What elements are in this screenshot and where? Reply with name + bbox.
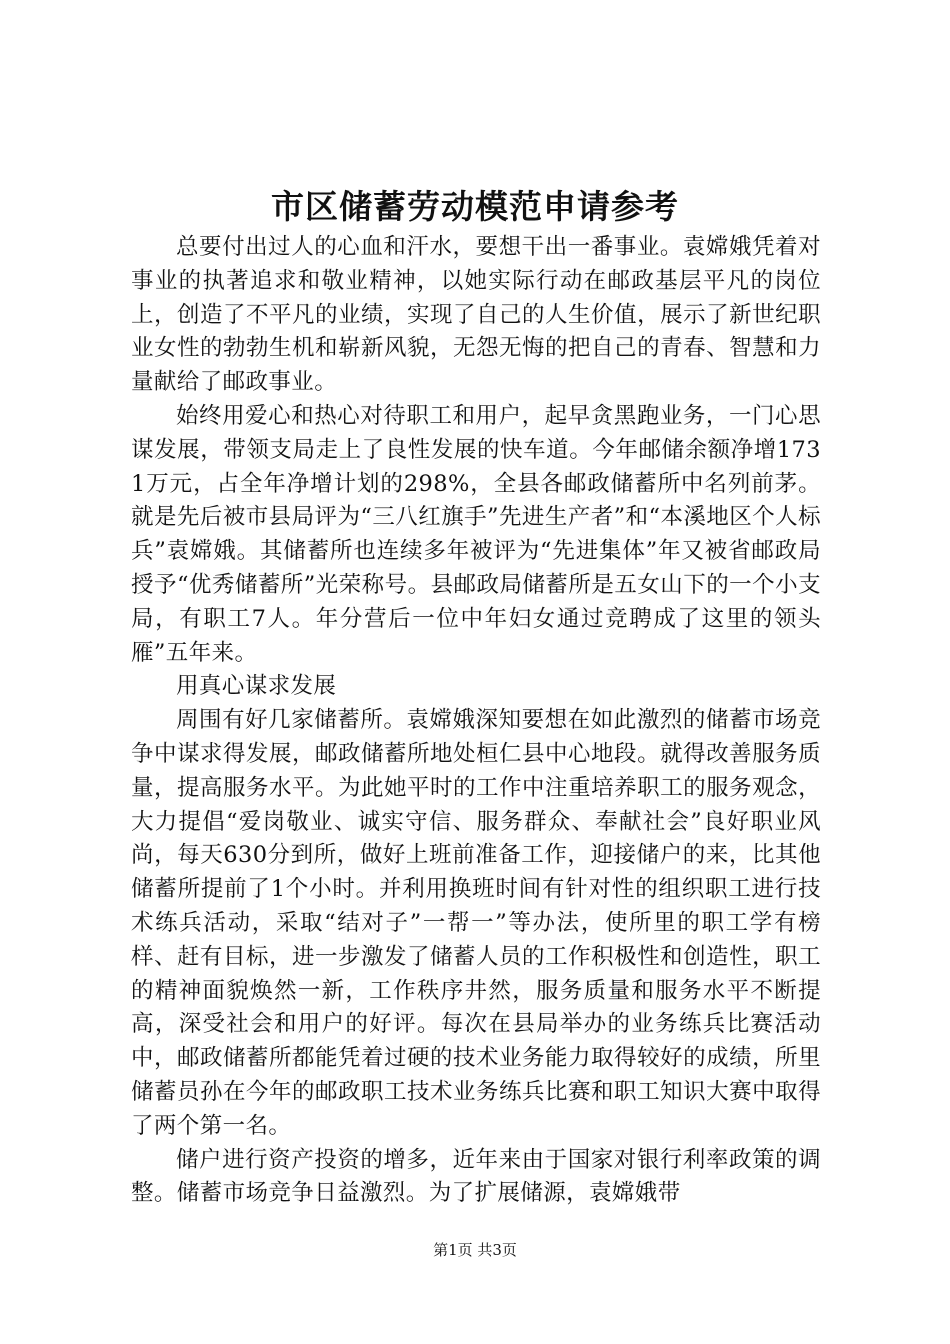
section-heading: 用真心谋求发展: [176, 673, 337, 700]
paragraph: 总要付出过人的心血和汗水，要想干出一番事业。袁嫦娥凭着对事业的执著追求和敬业精神，以她实际行动在邮政基层平凡的岗位上，创造了不平凡的业绩，实现了自己的人生价值，展示了新世纪职业女性的勃勃生机和崭新风貌，无怨无悔的把自己的青春、智慧和力量献给了邮政事业。: [131, 234, 821, 396]
paragraph: 周围有好几家储蓄所。袁嫦娥深知要想在如此激烈的储蓄市场竞争中谋求得发展，邮政储蓄所地处桓仁县中心地段。就得改善服务质量，提高服务水平。为此她平时的工作中注重培养职工的服务观念，大力提倡“爱岗敬业、诚实守信、服务群众、奉献社会”良好职业风尚，每天630分到所，做好上班前准备工作，迎接储户的来，比其他储蓄所提前了1个小时。并利用换班时间有针对性的组织职工进行技术练兵活动，采取“结对子”一帮一”等办法，使所里的职工学有榜样、赶有目标，进一步激发了储蓄人员的工作积极性和创造性，职工的精神面貌焕然一新，工作秩序井然，服务质量和服务水平不断提高，深受社会和用户的好评。每次在县局举办的业务练兵比赛活动中，邮政储蓄所都能凭着过硬的技术业务能力取得较好的成绩，所里储蓄员孙在今年的邮政职工技术业务练兵比赛和职工知识大赛中取得了两个第一名。: [131, 707, 821, 1139]
document-title: 市区储蓄劳动模范申请参考: [271, 187, 679, 226]
paragraph: 储户进行资产投资的增多，近年来由于国家对银行利率政策的调整。储蓄市场竞争日益激烈。为了扩展储源，袁嫦娥带: [131, 1146, 821, 1207]
page-footer: 第1页 共3页: [433, 1241, 517, 1259]
document-body: [131, 231, 821, 1211]
paragraph: 始终用爱心和热心对待职工和用户，起早贪黑跑业务，一门心思谋发展，带领支局走上了良性发展的快车道。今年邮储余额净增1731万元，占全年净增计划的298%，全县各邮政储蓄所中名列前茅。就是先后被市县局评为“三八红旗手”先进生产者”和“本溪地区个人标兵”袁嫦娥。其储蓄所也连续多年被评为“先进集体”年又被省邮政局授予“优秀储蓄所”光荣称号。县邮政局储蓄所是五女山下的一个小支局，有职工7人。年分营后一位中年妇女通过竞聘成了这里的领头雁”五年来。: [131, 402, 821, 666]
